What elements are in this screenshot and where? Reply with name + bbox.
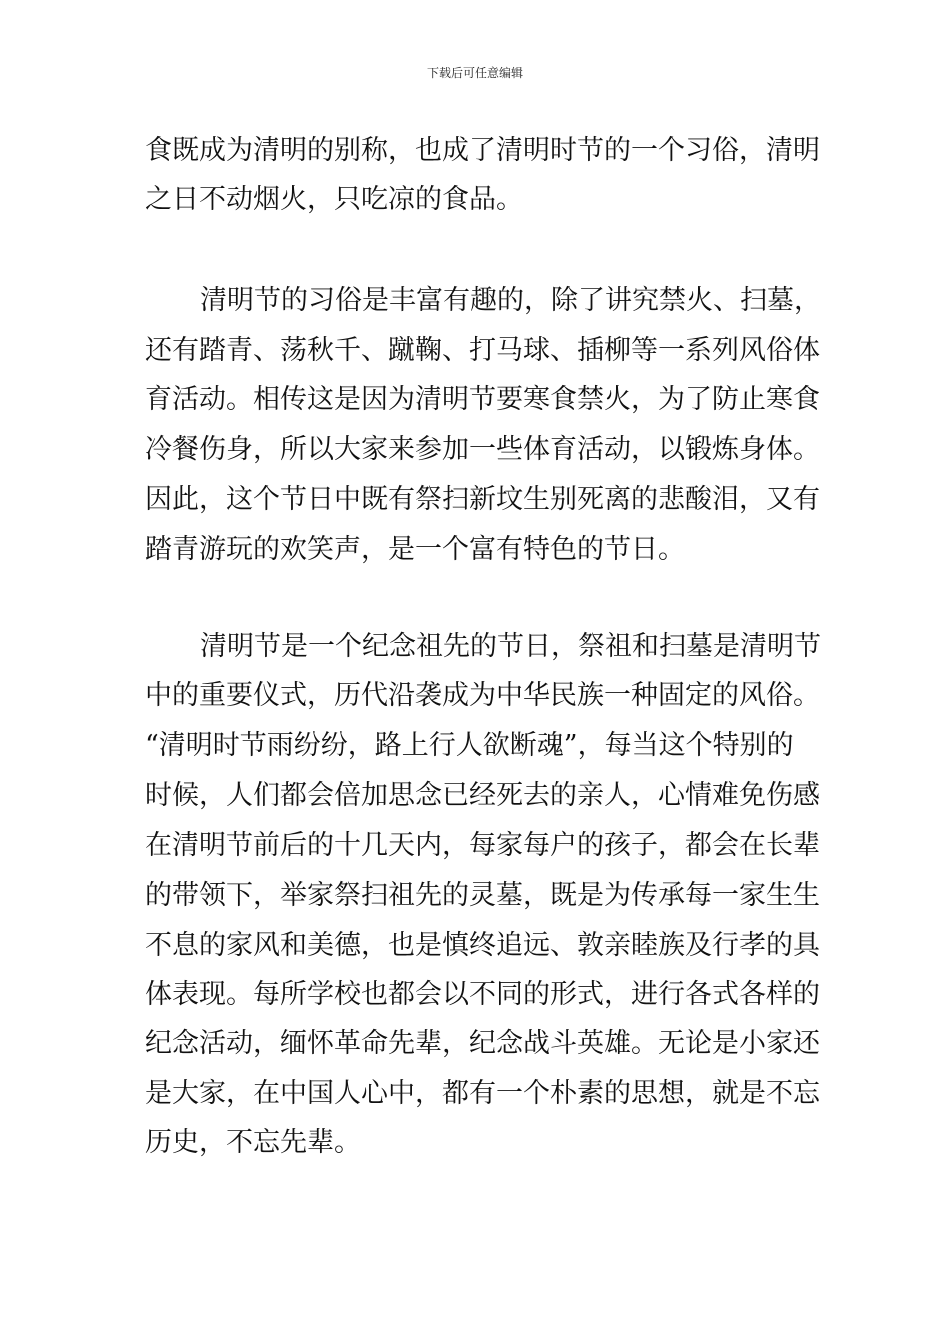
text-line: 历史，不忘先辈。	[145, 1127, 361, 1158]
text-line: 冷餐伤身，所以大家来参加一些体育活动，以锻炼身体。	[145, 434, 820, 465]
text-line: 还有踏青、荡秋千、蹴鞠、打马球、插柳等一系列风俗体	[145, 335, 820, 366]
text-line: 不息的家风和美德，也是慎终追远、敦亲睦族及行孝的具	[145, 930, 820, 961]
text-line: 中的重要仪式，历代沿袭成为中华民族一种固定的风俗。	[145, 680, 820, 711]
page-header: 下载后可任意编辑	[426, 66, 523, 80]
text-line: 的带领下，举家祭扫祖先的灵墓，既是为传承每一家生生	[145, 880, 820, 911]
text-line: 清明节是一个纪念祖先的节日，祭祖和扫墓是清明节	[200, 631, 821, 662]
text-line: 踏青游玩的欢笑声，是一个富有特色的节日。	[145, 534, 685, 565]
text-line: 纪念活动，缅怀革命先辈，纪念战斗英雄。无论是小家还	[145, 1028, 820, 1059]
text-line: 因此，这个节日中既有祭扫新坟生别死离的悲酸泪，又有	[145, 484, 820, 515]
text-line: 育活动。相传这是因为清明节要寒食禁火，为了防止寒食	[145, 384, 820, 415]
text-line: 食既成为清明的别称，也成了清明时节的一个习俗，清明	[145, 135, 820, 166]
text-line: “清明时节雨纷纷，路上行人欲断魂”，每当这个特别的	[145, 730, 794, 761]
text-line: 在清明节前后的十几天内，每家每户的孩子，都会在长辈	[145, 830, 820, 861]
text-line: 之日不动烟火，只吃凉的食品。	[145, 184, 523, 215]
text-line: 是大家，在中国人心中，都有一个朴素的思想，就是不忘	[145, 1078, 820, 1109]
text-line: 时候，人们都会倍加思念已经死去的亲人，心情难免伤感	[145, 780, 820, 811]
text-line: 体表现。每所学校也都会以不同的形式，进行各式各样的	[145, 979, 820, 1010]
text-line: 清明节的习俗是丰富有趣的，除了讲究禁火、扫墓，	[200, 285, 821, 316]
